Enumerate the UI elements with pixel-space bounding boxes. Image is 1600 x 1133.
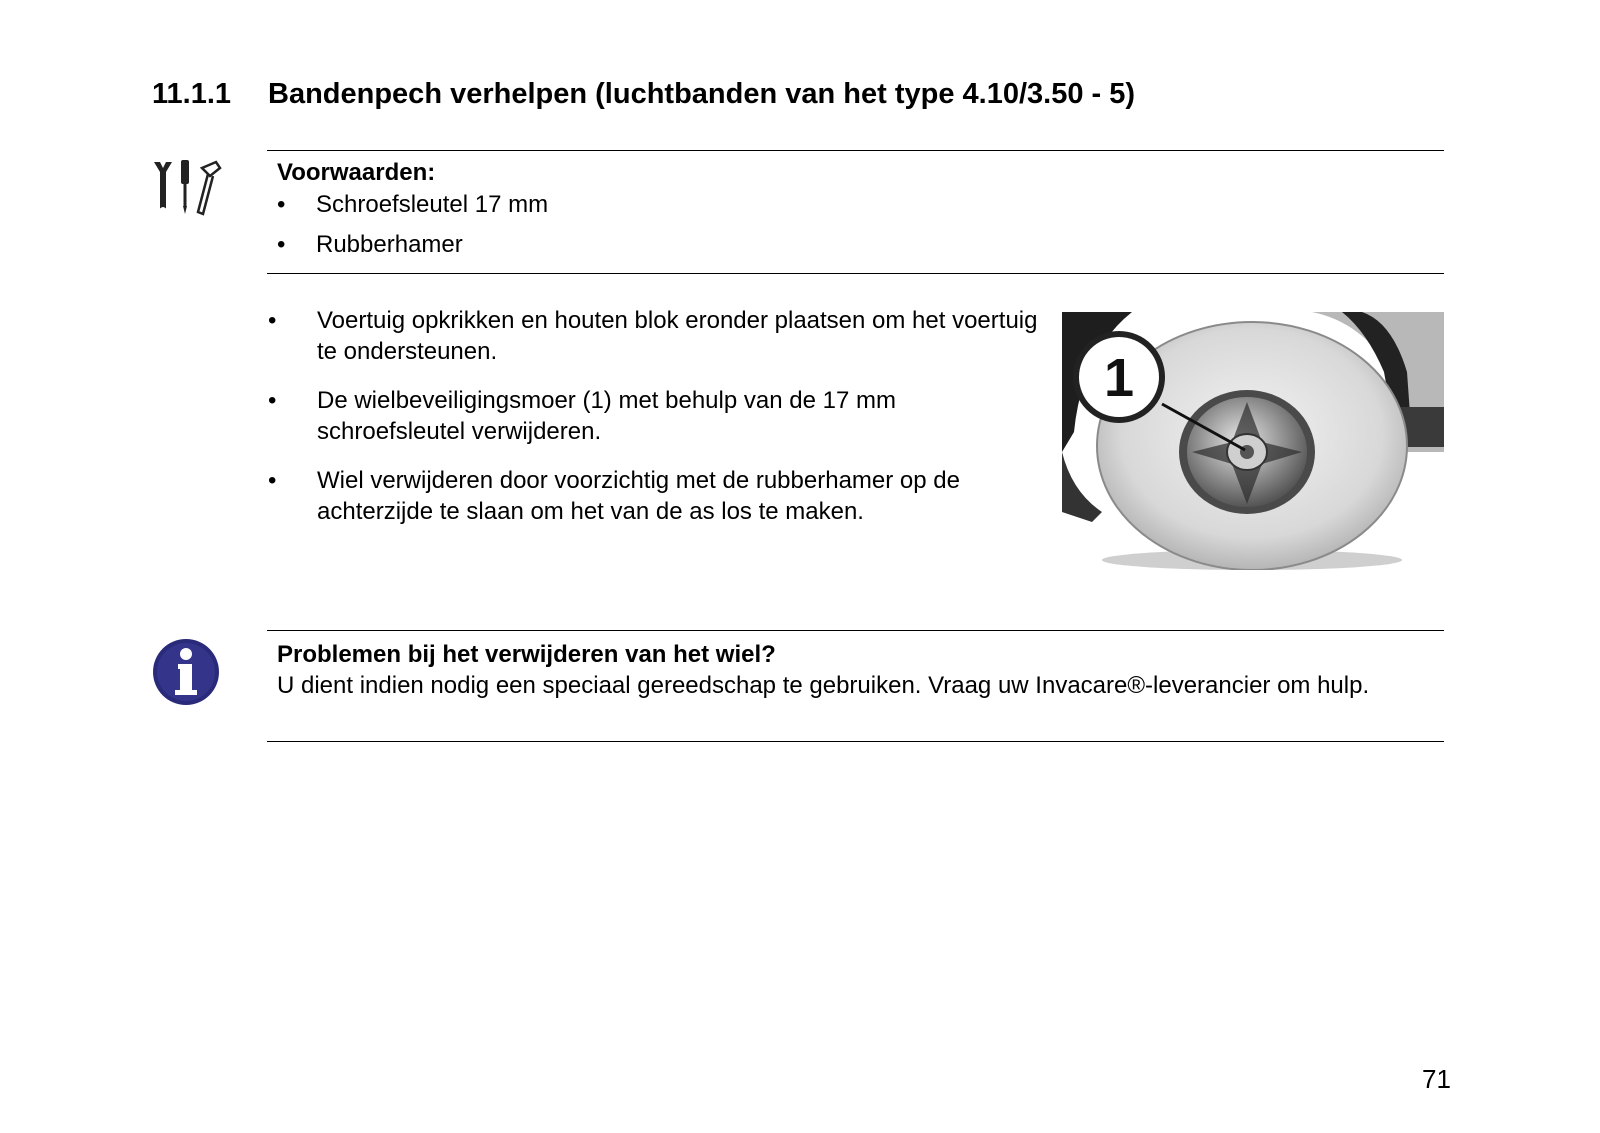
list-item (268, 385, 1048, 447)
bullet: • (268, 307, 277, 334)
list-item (268, 465, 1048, 527)
list-item (268, 305, 1048, 367)
bullet: • (268, 467, 277, 494)
section-title: Bandenpech verhelpen (luchtbanden van het type 4.10/3.50 - 5) (268, 78, 1136, 110)
section-heading (152, 78, 1135, 111)
divider (267, 150, 1444, 151)
divider (267, 273, 1444, 274)
step-text: Wiel verwijderen door voorzichtig met de rubberhamer op de achterzijde te slaan om het van de as los te maken. (317, 467, 960, 525)
note-block (277, 639, 1427, 701)
info-icon (152, 638, 220, 706)
list-item (277, 229, 1437, 260)
bullet: • (268, 387, 277, 414)
note-text: U dient indien nodig een speciaal gereedschap te gebruiken. Vraag uw Invacare®-leverancier om hulp. (277, 672, 1370, 699)
list-item (277, 189, 1437, 220)
step-text: De wielbeveiligingsmoer (1) met behulp van de 17 mm schroefsleutel verwijderen. (317, 387, 896, 445)
wheel-photo (1062, 312, 1444, 570)
divider (267, 741, 1444, 742)
page-number: 71 (1422, 1064, 1451, 1094)
photo-callout-number: 1 (1103, 348, 1135, 408)
conditions-label: Voorwaarden: (277, 159, 436, 186)
conditions-block (277, 157, 1437, 260)
steps-list (268, 305, 1048, 545)
divider (267, 630, 1444, 631)
condition-text: Rubberhamer (316, 231, 463, 258)
section-number: 11.1.1 (152, 78, 232, 110)
tools-icon (150, 158, 224, 218)
condition-text: Schroefsleutel 17 mm (316, 191, 549, 218)
step-text: Voertuig opkrikken en houten blok eronder plaatsen om het voertuig te ondersteunen. (317, 307, 1038, 365)
bullet: • (277, 231, 286, 258)
conditions-list (277, 189, 1437, 260)
note-question: Problemen bij het verwijderen van het wiel? (277, 641, 776, 668)
bullet: • (277, 191, 286, 218)
